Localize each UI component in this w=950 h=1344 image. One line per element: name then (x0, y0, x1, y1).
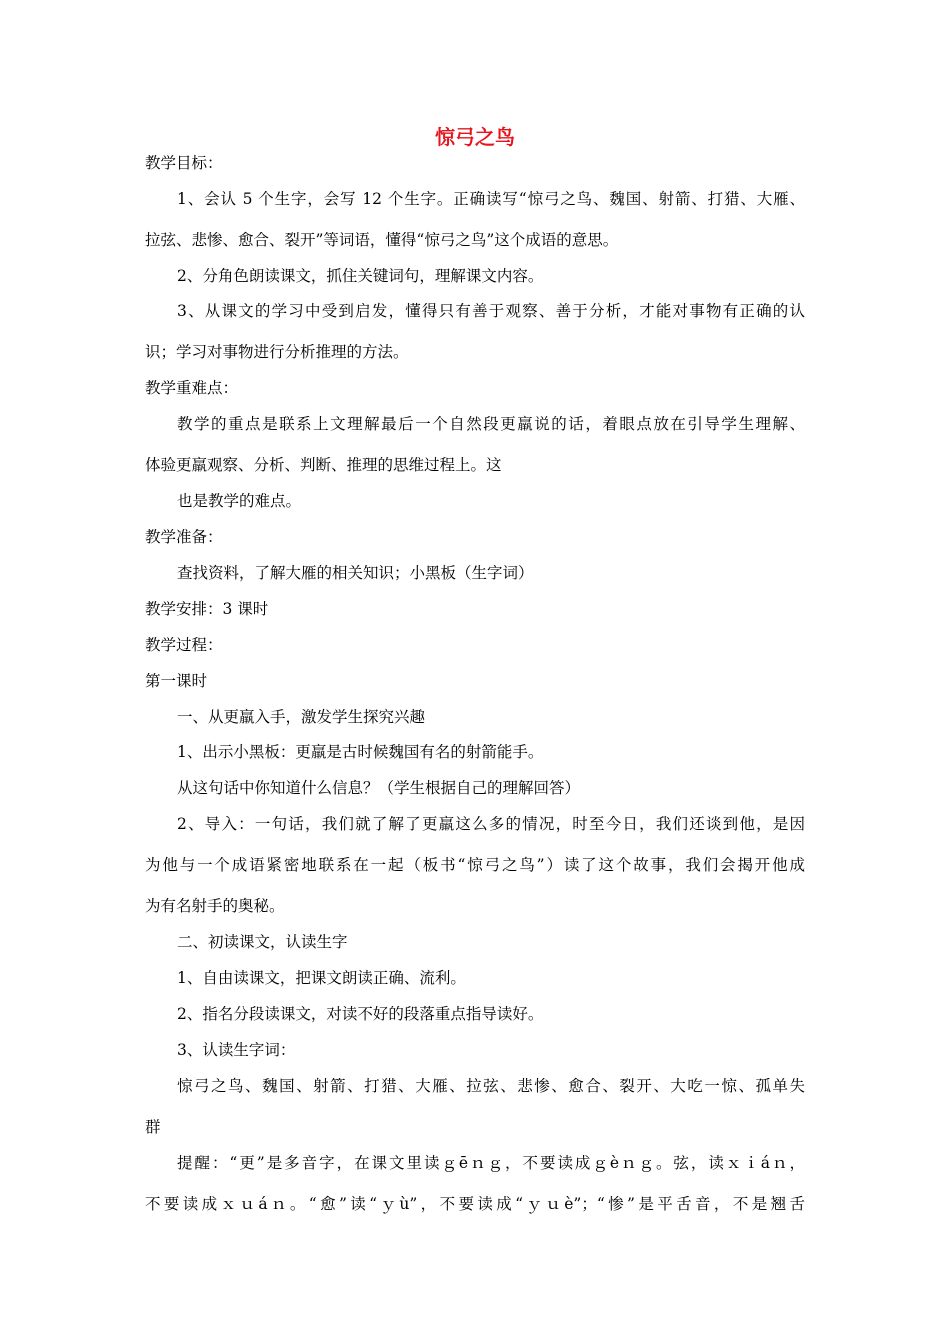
heading-process: 教学过程： (145, 636, 223, 654)
reminder-line-2: 不要读成ｘｕáｎ。“愈”读“ｙù”，不要读成“ｙｕè”；“惨”是平舌音，不是翘舌 (145, 1195, 805, 1213)
objective-1-line-2: 拉弦、悲惨、愈合、裂开”等词语，懂得“惊弓之鸟”这个成语的意思。 (145, 231, 619, 249)
heading-key-points: 教学重难点： (145, 379, 239, 397)
objective-1-line-1: 1、会认 5 个生字，会写 12 个生字。正确读写“惊弓之鸟、魏国、射箭、打猎、大雁、 (177, 190, 805, 208)
step-2-line-2: 为他与一个成语紧密地联系在一起（板书“惊弓之鸟”）读了这个故事，我们会揭开他成 (145, 856, 805, 874)
vocabulary-line-1: 惊弓之鸟、魏国、射箭、打猎、大雁、拉弦、悲惨、愈合、裂开、大吃一惊、孤单失 (177, 1077, 805, 1095)
key-points-line-1: 教学的重点是联系上文理解最后一个自然段更羸说的话，着眼点放在引导学生理解、 (177, 415, 805, 433)
step-2-line-3: 为有名射手的奥秘。 (145, 897, 285, 915)
heading-preparation: 教学准备： (145, 528, 223, 546)
step-1-question: 从这句话中你知道什么信息？（学生根据自己的理解回答） (177, 779, 581, 797)
objective-3-line-1: 3、从课文的学习中受到启发，懂得只有善于观察、善于分析，才能对事物有正确的认 (177, 302, 805, 320)
section-two-step-3: 3、认读生字词： (177, 1041, 296, 1059)
key-points-line-2: 体验更羸观察、分析、判断、推理的思维过程上。这 (145, 456, 502, 474)
key-points-line-3: 也是教学的难点。 (177, 492, 302, 510)
section-two-step-2: 2、指名分段读课文，对读不好的段落重点指导读好。 (177, 1005, 544, 1023)
objective-2: 2、分角色朗读课文，抓住关键词句，理解课文内容。 (177, 267, 544, 285)
heading-objectives: 教学目标： (145, 154, 223, 172)
step-1-blackboard: 1、出示小黑板：更羸是古时候魏国有名的射箭能手。 (177, 743, 544, 761)
lesson-one-heading: 第一课时 (145, 672, 208, 690)
section-one-heading: 一、从更羸入手，激发学生探究兴趣 (177, 708, 426, 726)
heading-schedule: 教学安排：3 课时 (145, 600, 269, 618)
reminder-line-1: 提醒：“更”是多音字，在课文里读ｇēｎｇ，不要读成ｇèｎｇ。弦，读ｘｉáｎ， (177, 1154, 805, 1172)
section-two-heading: 二、初读课文，认读生字 (177, 933, 348, 951)
preparation-text: 查找资料，了解大雁的相关知识；小黑板（生字词） (177, 564, 534, 582)
objective-3-line-2: 识；学习对事物进行分析推理的方法。 (145, 343, 409, 361)
vocabulary-line-2: 群 (145, 1118, 161, 1136)
step-2-line-1: 2、导入：一句话，我们就了解了更羸这么多的情况，时至今日，我们还谈到他，是因 (177, 815, 805, 833)
section-two-step-1: 1、自由读课文，把课文朗读正确、流利。 (177, 969, 466, 987)
document-title: 惊弓之鸟 (435, 125, 515, 149)
